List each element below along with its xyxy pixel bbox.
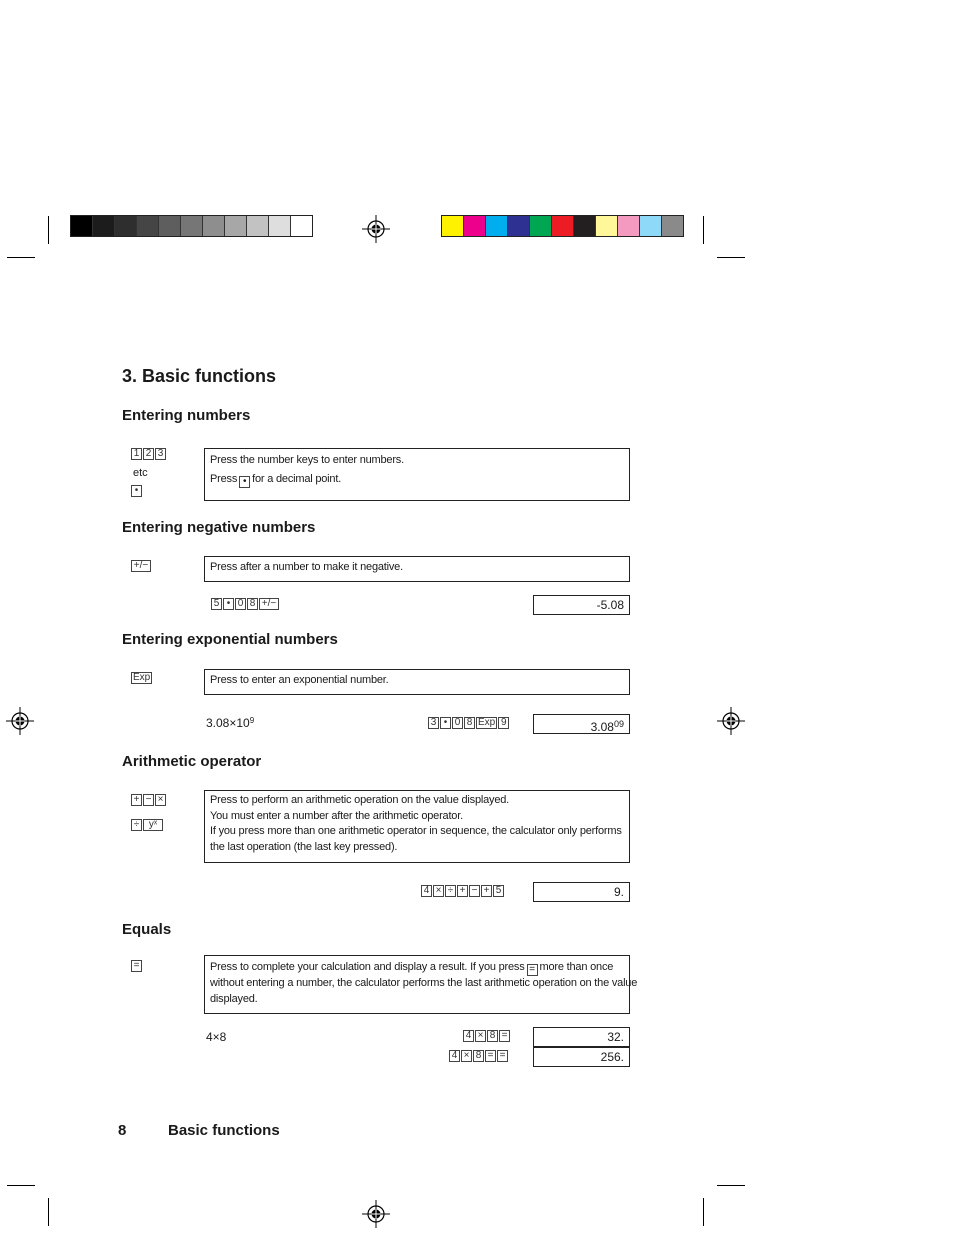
color-swatch [618, 216, 640, 236]
calculator-key: 5 [493, 885, 504, 897]
description-box-exponential [204, 669, 630, 695]
calculator-key: • [440, 717, 451, 729]
description-line: Press to enter an exponential number. [210, 674, 389, 686]
section-heading-equals: Equals [122, 921, 172, 938]
color-swatch [247, 216, 269, 236]
exp-key-group [131, 672, 152, 684]
key-3: 3 [155, 448, 166, 460]
calculator-display [533, 714, 630, 734]
calculator-key: = [485, 1050, 496, 1062]
calculator-key: = [497, 1050, 508, 1062]
description-line: without entering a number, the calculator performs the last arithmetic operation on the value [210, 977, 638, 989]
registration-mark-icon [362, 1200, 390, 1228]
calculator-key: • [223, 598, 234, 610]
description-line: Press after a number to make it negative. [210, 561, 403, 573]
calculator-key: 8 [247, 598, 258, 610]
color-swatch [552, 216, 574, 236]
color-swatch [115, 216, 137, 236]
key-1: 1 [131, 448, 142, 460]
operator-keys [131, 819, 163, 831]
expression-base: 3.08×10 [206, 716, 250, 730]
calculator-key: yˣ [143, 819, 163, 831]
description-text: Press [210, 472, 238, 485]
calculator-key: ÷ [131, 819, 142, 831]
registration-mark-icon [717, 707, 745, 735]
calculator-key: 0 [235, 598, 246, 610]
example-expression [206, 716, 254, 730]
expression-exponent: 9 [249, 716, 255, 725]
description-box-equals [204, 955, 638, 1014]
calculator-key: − [469, 885, 480, 897]
page-number: 8 [118, 1122, 127, 1139]
decimal-key-group [131, 485, 142, 497]
calculator-key: × [461, 1050, 472, 1062]
calculator-key: 8 [487, 1030, 498, 1042]
calculator-key: 4 [463, 1030, 474, 1042]
color-swatch [596, 216, 618, 236]
registration-mark-icon [362, 215, 390, 243]
color-swatch [71, 216, 93, 236]
calculator-key: 9 [498, 717, 509, 729]
sign-change-key: +/− [131, 560, 151, 572]
footer-label: Basic functions [168, 1122, 280, 1139]
display-exponent: 09 [613, 719, 624, 729]
color-swatch [662, 216, 683, 236]
color-swatch [508, 216, 530, 236]
decimal-key: • [131, 485, 142, 497]
calculator-key: 3 [428, 717, 439, 729]
description-box-negative [204, 556, 630, 582]
calculator-display: 256. [533, 1047, 630, 1067]
calculator-key: Exp [478, 717, 496, 728]
description-line: Press the number keys to enter numbers. [210, 454, 404, 466]
color-swatch [181, 216, 203, 236]
crop-mark [7, 257, 35, 258]
calculator-display: 9. [533, 882, 630, 902]
calculator-key: 4 [421, 885, 432, 897]
etc-label: etc [133, 467, 148, 479]
calculator-key: + [457, 885, 468, 897]
page-title: 3. Basic functions [122, 366, 277, 386]
calculator-key: 8 [473, 1050, 484, 1062]
example-key-sequence [463, 1030, 510, 1042]
description-line [210, 472, 624, 488]
description-box-numbers [204, 448, 630, 501]
color-swatch [137, 216, 159, 236]
number-keys [131, 448, 166, 460]
color-swatch [93, 216, 115, 236]
calculator-key: − [143, 794, 154, 806]
calculator-display: 32. [533, 1027, 630, 1047]
process-color-bar [441, 215, 684, 237]
crop-mark [48, 216, 49, 244]
color-swatch [574, 216, 596, 236]
description-line: If you press more than one arithmetic operator in sequence, the calculator only performs [210, 825, 622, 837]
section-heading-exponential: Entering exponential numbers [122, 631, 338, 648]
color-swatch [464, 216, 486, 236]
description-line: Press to perform an arithmetic operation on the value displayed. [210, 794, 510, 806]
section-heading-numbers: Entering numbers [122, 407, 251, 424]
calculator-key: 8 [464, 717, 475, 729]
display-mantissa: 3.08 [590, 720, 614, 734]
equals-key-inline: = [527, 964, 538, 976]
color-swatch [640, 216, 662, 236]
equals-key-group [131, 960, 142, 972]
sign-key-group [131, 560, 151, 572]
description-line: the last operation (the last key pressed). [210, 840, 398, 853]
crop-mark [717, 257, 745, 258]
calculator-key: ÷ [445, 885, 456, 897]
registration-mark-icon [6, 707, 34, 735]
color-swatch [225, 216, 247, 236]
description-text: for a decimal point. [252, 472, 342, 485]
color-swatch [442, 216, 464, 236]
color-swatch [486, 216, 508, 236]
operator-keys [131, 794, 166, 806]
calculator-display: -5.08 [533, 595, 630, 615]
color-swatch [159, 216, 181, 236]
key-2: 2 [143, 448, 154, 460]
crop-mark [703, 216, 704, 244]
calculator-key: × [155, 794, 166, 806]
section-heading-arithmetic: Arithmetic operator [122, 753, 262, 770]
calculator-key: = [499, 1030, 510, 1042]
color-swatch [291, 216, 312, 236]
calculator-key: + [481, 885, 492, 897]
example-key-sequence [449, 1050, 508, 1062]
example-key-sequence [211, 598, 279, 610]
color-swatch [269, 216, 291, 236]
crop-mark [717, 1185, 745, 1186]
example-key-sequence [428, 717, 509, 729]
description-line: displayed. [210, 992, 258, 1005]
section-heading-negative: Entering negative numbers [122, 519, 316, 536]
crop-mark [48, 1198, 49, 1226]
calculator-key: +/− [259, 598, 279, 610]
calculator-key: + [131, 794, 142, 806]
calculator-key: 4 [449, 1050, 460, 1062]
calculator-key: × [475, 1030, 486, 1042]
color-swatch [203, 216, 225, 236]
color-swatch [530, 216, 552, 236]
calculator-key: × [433, 885, 444, 897]
description-box-arithmetic [204, 790, 630, 863]
decimal-key-inline: • [239, 476, 250, 488]
description-text: Press to complete your calculation and display a result. If you press [210, 961, 525, 973]
description-line [210, 960, 624, 976]
calculator-key: 0 [452, 717, 463, 729]
exp-key: Exp [133, 672, 151, 683]
equals-key: = [131, 960, 142, 972]
grayscale-color-bar [70, 215, 313, 237]
description-line: You must enter a number after the arithmetic operator. [210, 809, 463, 822]
example-key-sequence [421, 885, 504, 897]
calculator-key: 5 [211, 598, 222, 610]
crop-mark [7, 1185, 35, 1186]
example-expression: 4×8 [206, 1030, 227, 1044]
description-text: more than once [539, 961, 614, 973]
crop-mark [703, 1198, 704, 1226]
